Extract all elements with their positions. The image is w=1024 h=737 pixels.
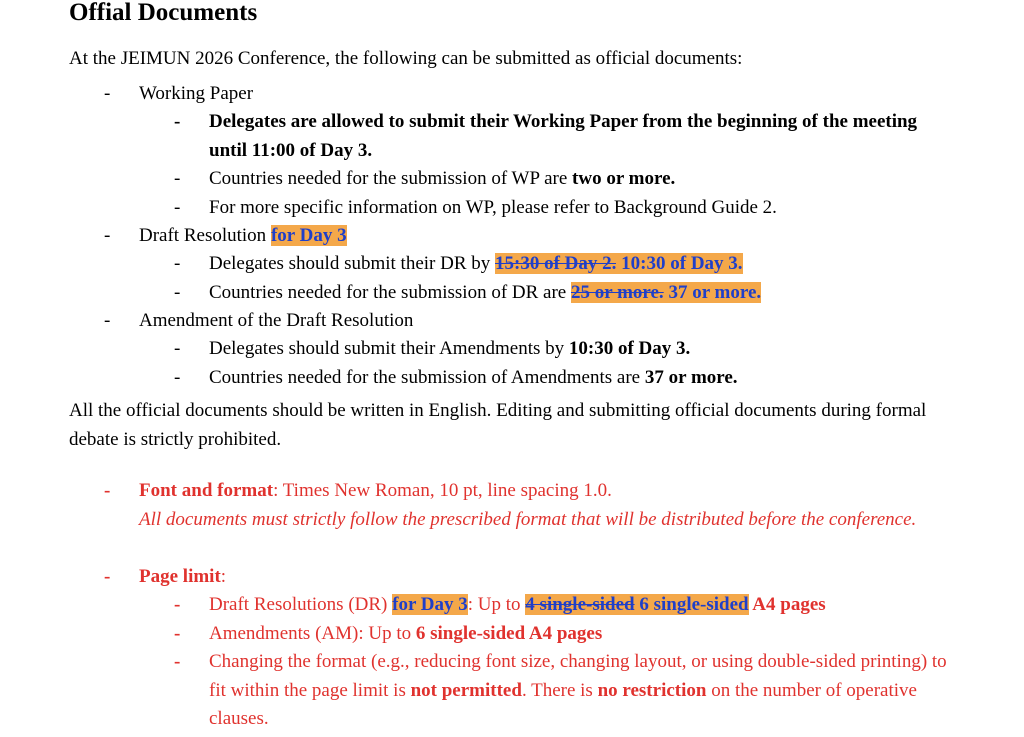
am-countries-prefix: Countries needed for the submission of Amendments are (209, 367, 645, 388)
page-limit-colon: : (220, 566, 227, 587)
pl-am-value: 6 single-sided A4 pages (415, 623, 603, 644)
am-submit-prefix: Delegates should submit their Amendments by (209, 338, 569, 359)
font-format-text (139, 477, 999, 534)
am-submit-text (209, 335, 954, 364)
bullet-dash: - (174, 111, 181, 132)
font-format-note: All documents must strictly follow the prescribed format that will be distributed before the conference. (139, 508, 917, 530)
dr-submit-text (209, 250, 954, 279)
am-countries-text (209, 364, 954, 393)
pl-dr-insert: for Day 3 (392, 594, 468, 615)
wp-submit-text: Delegates are allowed to submit their Working Paper from the beginning of the meeting until 11:00 of Day 3. (209, 111, 918, 161)
working-paper-label: Working Paper (139, 83, 254, 104)
bullet-dash: - (174, 367, 181, 388)
pl-change-text (209, 648, 949, 734)
font-format-value: : Times New Roman, 10 pt, line spacing 1.0. (273, 480, 612, 501)
dr-countries-deleted: 25 or more. (570, 282, 664, 303)
pl-change-no-restriction: no restriction (597, 679, 707, 701)
page-title: Offial Documents (69, 0, 258, 26)
page-limit-label: Page limit (139, 566, 221, 587)
pl-change-not-permitted: not permitted (410, 679, 522, 701)
bullet-dash: - (174, 168, 181, 189)
pl-dr-prefix: Draft Resolutions (DR) (209, 594, 393, 615)
bullet-dash: - (104, 83, 111, 104)
amendment-label: Amendment of the Draft Resolution (139, 310, 414, 331)
pl-dr-mid: : Up to (467, 594, 526, 615)
pl-dr-deleted: 4 single-sided (525, 594, 635, 615)
dr-submit-deleted: 15:30 of Day 2. (495, 253, 617, 274)
font-format-label: Font and format (139, 480, 274, 501)
bullet-dash: - (174, 594, 181, 615)
wp-countries-prefix: Countries needed for the submission of WP are (209, 168, 573, 189)
language-note: All the official documents should be written in English. Editing and submitting official documents during formal debate is strictly prohibited. (69, 400, 927, 450)
dr-submit-inserted: 10:30 of Day 3. (616, 253, 743, 274)
pl-dr-suffix: A4 pages (748, 594, 826, 615)
bullet-dash: - (174, 282, 181, 303)
dr-countries-prefix: Countries needed for the submission of DR are (209, 282, 571, 303)
dr-submit-prefix: Delegates should submit their DR by (209, 253, 496, 274)
dr-countries-text (209, 279, 954, 308)
bullet-dash: - (174, 623, 181, 644)
bullet-dash: - (104, 310, 111, 331)
pl-change-mid: . There is (521, 679, 598, 701)
intro-text: At the JEIMUN 2026 Conference, the following can be submitted as official documents: (69, 48, 743, 69)
bullet-dash: - (174, 197, 181, 218)
am-submit-value: 10:30 of Day 3. (568, 338, 691, 359)
dr-label-insert: for Day 3 (270, 225, 347, 246)
am-countries-value: 37 or more. (644, 367, 738, 388)
bullet-dash: - (104, 566, 111, 587)
pl-am-text (209, 620, 954, 649)
bullet-dash: - (174, 338, 181, 359)
page-limit-text (139, 563, 999, 592)
pl-change-prefix: Changing the format (e.g., reducing font size, changing layout, or using double-sided printing) to fit within the page limit is (209, 651, 947, 701)
pl-am-prefix: Amendments (AM): Up to (209, 623, 416, 644)
pl-dr-text (209, 591, 954, 620)
wp-countries-text (209, 165, 954, 194)
pl-dr-inserted: 6 single-sided (634, 594, 749, 615)
bullet-dash: - (104, 225, 111, 246)
dr-label-text: Draft Resolution (139, 225, 271, 246)
bullet-dash: - (174, 253, 181, 274)
pl-change-suffix: on the number of operative clauses. (209, 679, 917, 729)
wp-countries-value: two or more. (572, 168, 676, 189)
bullet-dash: - (104, 480, 111, 501)
wp-info-text: For more specific information on WP, please refer to Background Guide 2. (209, 197, 777, 218)
dr-countries-inserted: 37 or more. (663, 282, 762, 303)
bullet-dash: - (174, 651, 181, 672)
draft-resolution-label (139, 222, 999, 251)
